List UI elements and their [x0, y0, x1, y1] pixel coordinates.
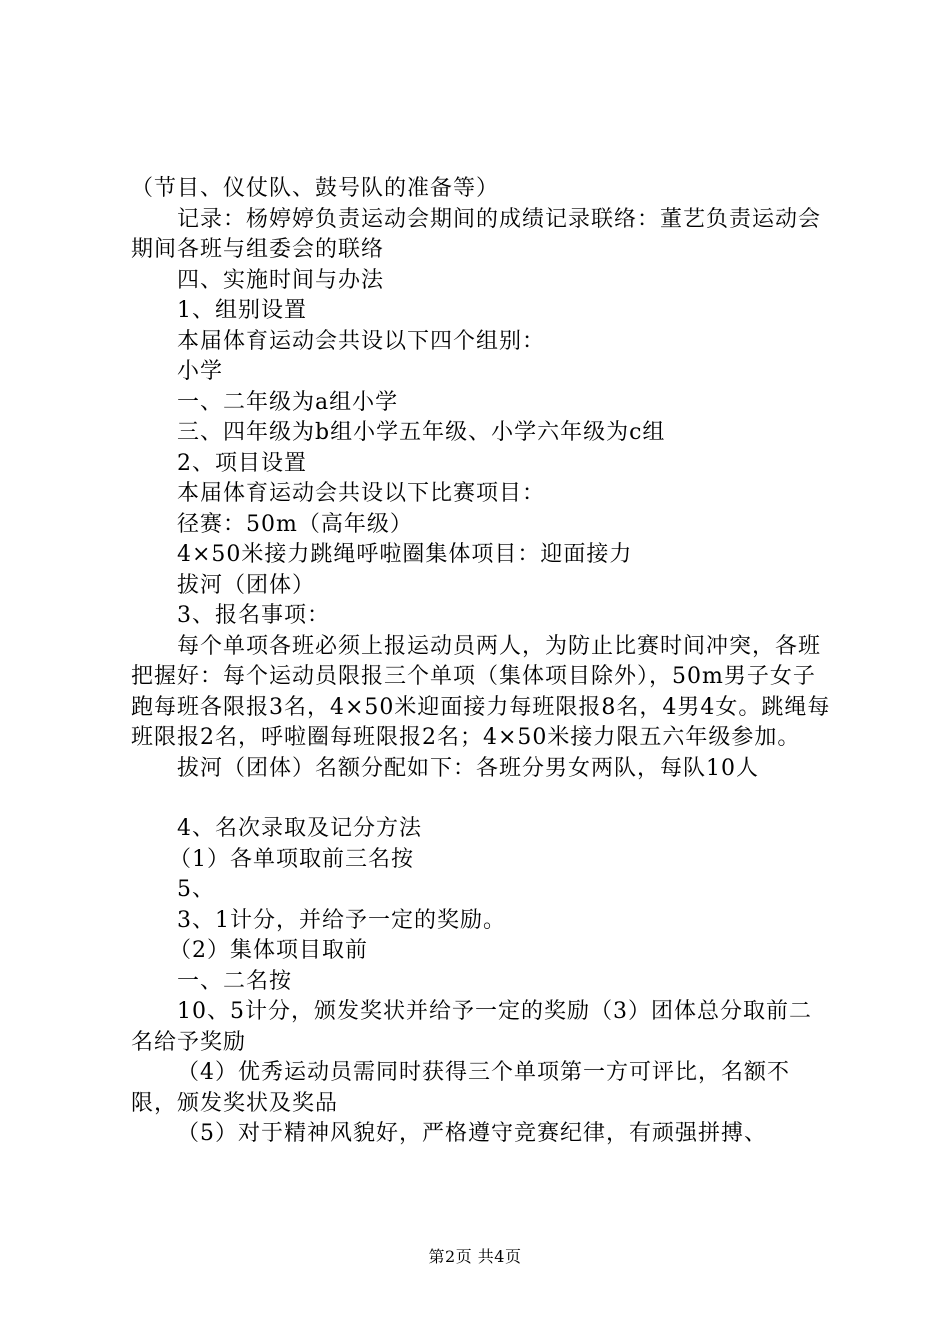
paragraph-scoring-10-5: 10、5计分，颁发奖状并给予一定的奖励（3）团体总分取前二名给予奖励 [131, 999, 812, 1055]
paragraph-scoring-2: （2）集体项目取前 [169, 938, 368, 963]
page-number-label: 第2页 共4页 [428, 1247, 522, 1266]
paragraph-groups-intro: 本届体育运动会共设以下四个组别： [177, 328, 546, 354]
paragraph-scoring-5: 5、 [177, 877, 215, 902]
blank-line [131, 784, 831, 814]
heading-ranking-scoring: 4、名次录取及记分方法 [177, 816, 422, 841]
paragraph-scoring-1: （1）各单项取前三名按 [169, 846, 414, 872]
paragraph-recording-liaison: 记录：杨婷婷负责运动会期间的成绩记录联络：董艺负责运动会期间各班与组委会的联络 [131, 206, 822, 262]
heading-event-setup: 2、项目设置 [177, 450, 307, 476]
paragraph-scoring-3-1: 3、1计分，并给予一定的奖励。 [177, 907, 506, 933]
page-footer [0, 1244, 950, 1267]
paragraph-outstanding-athlete: （4）优秀运动员需同时获得三个单项第一方可评比，名额不限，颁发奖状及奖品 [131, 1060, 790, 1116]
paragraph-tug-of-war: 拔河（团体） [177, 572, 316, 598]
paragraph-group-b-c: 三、四年级为b组小学五年级、小学六年级为c组 [177, 420, 666, 445]
paragraph-registration-rules: 每个单项各班必须上报运动员两人，为防止比赛时间冲突，各班把握好：每个运动员限报三个单项（集体项目除外），50m男子女子跑每班各限报3名，4×50米迎面接力每班限报8名，4男4女。跳绳每班限报2名，呼啦圈每班限报2名；4×50米接力限五六年级参加。 [131, 633, 831, 750]
heading-registration: 3、报名事项： [177, 603, 330, 628]
paragraph-sportsmanship: （5）对于精神风貌好，严格遵守竞赛纪律，有顽强拼搏、 [177, 1121, 767, 1146]
paragraph-group-a: 一、二年级为a组小学 [177, 389, 399, 415]
paragraph-tug-quota: 拔河（团体）名额分配如下：各班分男女两队，每队10人 [177, 755, 759, 781]
paragraph-events-intro: 本届体育运动会共设以下比赛项目： [177, 481, 546, 506]
heading-group-setup: 1、组别设置 [177, 298, 307, 323]
paragraph-program-prep: （节目、仪仗队、鼓号队的准备等） [131, 176, 500, 201]
heading-implementation: 四、实施时间与办法 [177, 267, 385, 293]
paragraph-first-second: 一、二名按 [177, 968, 293, 994]
paragraph-track-event: 径赛：50m（高年级） [177, 511, 413, 537]
paragraph-primary: 小学 [177, 359, 224, 384]
paragraph-relay-events: 4×50米接力跳绳呼啦圈集体项目：迎面接力 [177, 542, 633, 567]
document-body [131, 174, 831, 1150]
